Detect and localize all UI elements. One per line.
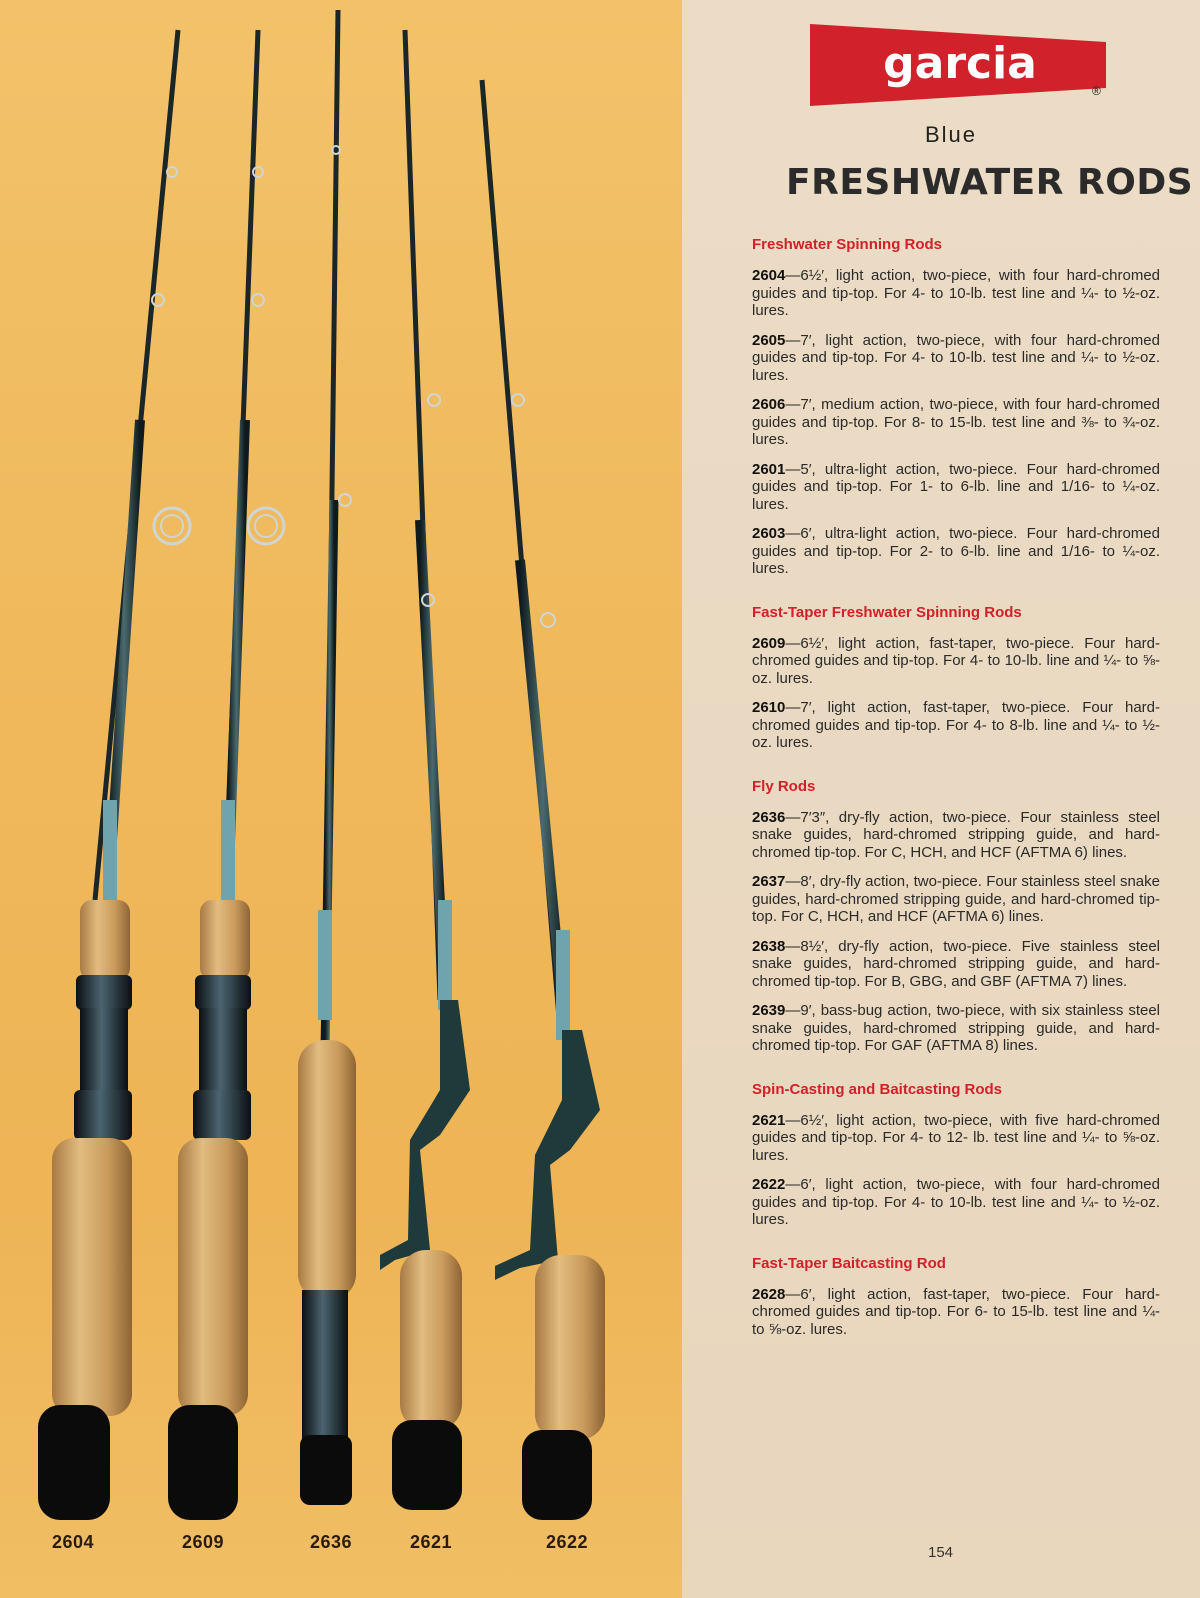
entry-2638: 2638—8½′, dry-fly action, two-piece. Five stainless steel snake guides, hard-chromed stripping guide, and hard-chromed tip-top. For B, GBG, and GBF (AFTMA 7) lines. — [752, 937, 1160, 990]
rod-label-2636: 2636 — [310, 1532, 353, 1552]
registered-mark: ® — [1092, 84, 1101, 98]
rod-2609 — [168, 30, 284, 1520]
rod-label-2609: 2609 — [182, 1532, 225, 1552]
section-title: Fast-Taper Baitcasting Rod — [752, 1254, 946, 1272]
rod-label-2621: 2621 — [410, 1532, 453, 1552]
entry-2639: 2639—9′, bass-bug action, two-piece, with six stainless steel snake guides, hard-chromed stripping guide, and hard-chromed tip-top. For GAF (AFTMA 8) lines. — [752, 1002, 1160, 1054]
entry-2609: 2609—6½′, light action, fast-taper, two-piece. Four hard-chromed guides and tip-top. For 4- to 10-lb. line and ¼- to ⅝-oz. lures. — [752, 634, 1160, 687]
section-title: Spin-Casting and Baitcasting Rods — [752, 1080, 1003, 1098]
rod-listings — [752, 236, 1160, 1350]
entry-2621: 2621—6½′, light action, two-piece, with five hard-chromed guides and tip-top. For 4- to 12- lb. test line and ¼- to ⅝-oz. lures. — [752, 1111, 1160, 1164]
page-subtitle: Blue — [925, 122, 978, 147]
entry-2637: 2637—8′, dry-fly action, two-piece. Four stainless steel snake guides, hard-chromed stripping guide, and hard-chromed tip-top. For C, HCH, and HCF (AFTMA 6) lines. — [752, 873, 1160, 925]
entry-2606: 2606—7′, medium action, two-piece, with four hard-chromed guides and tip-top. For 8- to 15-lb. test line and ⅜- to ¾-oz. lures. — [752, 396, 1160, 448]
rod-2604 — [38, 30, 190, 1520]
section-title: Freshwater Spinning Rods — [752, 236, 943, 253]
entry-2622: 2622—6′, light action, two-piece, with four hard-chromed guides and tip-top. For 4- to 10-lb. test line and ¼- to ½-oz. lures. — [752, 1176, 1160, 1228]
garcia-logo — [810, 24, 1106, 106]
section-title: Fly Rods — [752, 777, 816, 795]
rod-2622 — [482, 80, 605, 1520]
entry-2603: 2603—6′, ultra-light action, two-piece. Four hard-chromed guides and tip-top. For 2- to 6-lb. line and 1/16- to ¼-oz. lures. — [752, 525, 1160, 577]
entry-2605: 2605—7′, light action, two-piece, with four hard-chromed guides and tip-top. For 4- to 10-lb. test line and ¼- to ½-oz. lures. — [752, 331, 1160, 384]
rod-2621 — [380, 30, 470, 1510]
entry-2610: 2610—7′, light action, fast-taper, two-piece. Four hard-chromed guides and tip-top. For 4- to 8-lb. line and ¼- to ½-oz. lures. — [752, 699, 1160, 751]
section-title: Fast-Taper Freshwater Spinning Rods — [752, 603, 1022, 621]
entry-2604: 2604—6½′, light action, two-piece, with four hard-chromed guides and tip-top. For 4- to 10-lb. test line and ¼- to ½-oz. lures. — [752, 267, 1160, 319]
rod-2636 — [298, 10, 356, 1505]
entry-2628: 2628—6′, light action, fast-taper, two-piece. Four hard-chromed guides and tip-top. For 6- to 15-lb. test line and ¼- to ⅝-oz. lures. — [752, 1285, 1160, 1338]
page-number: 154 — [928, 1544, 954, 1561]
rod-label-2622: 2622 — [546, 1532, 589, 1552]
entry-2601: 2601—5′, ultra-light action, two-piece. Four hard-chromed guides and tip-top. For 1- to 6-lb. line and 1/16- to ¼-oz. lures. — [752, 460, 1160, 513]
page-title: FRESHWATER RODS — [786, 162, 1194, 203]
entry-2636: 2636—7′3″, dry-fly action, two-piece. Four stainless steel snake guides, hard-chromed stripping guide, and hard-chromed tip-top. For C, HCH, and HCF (AFTMA 6) lines. — [752, 808, 1160, 861]
brand-name: garcia — [883, 38, 1037, 89]
rod-label-2604: 2604 — [52, 1532, 95, 1552]
